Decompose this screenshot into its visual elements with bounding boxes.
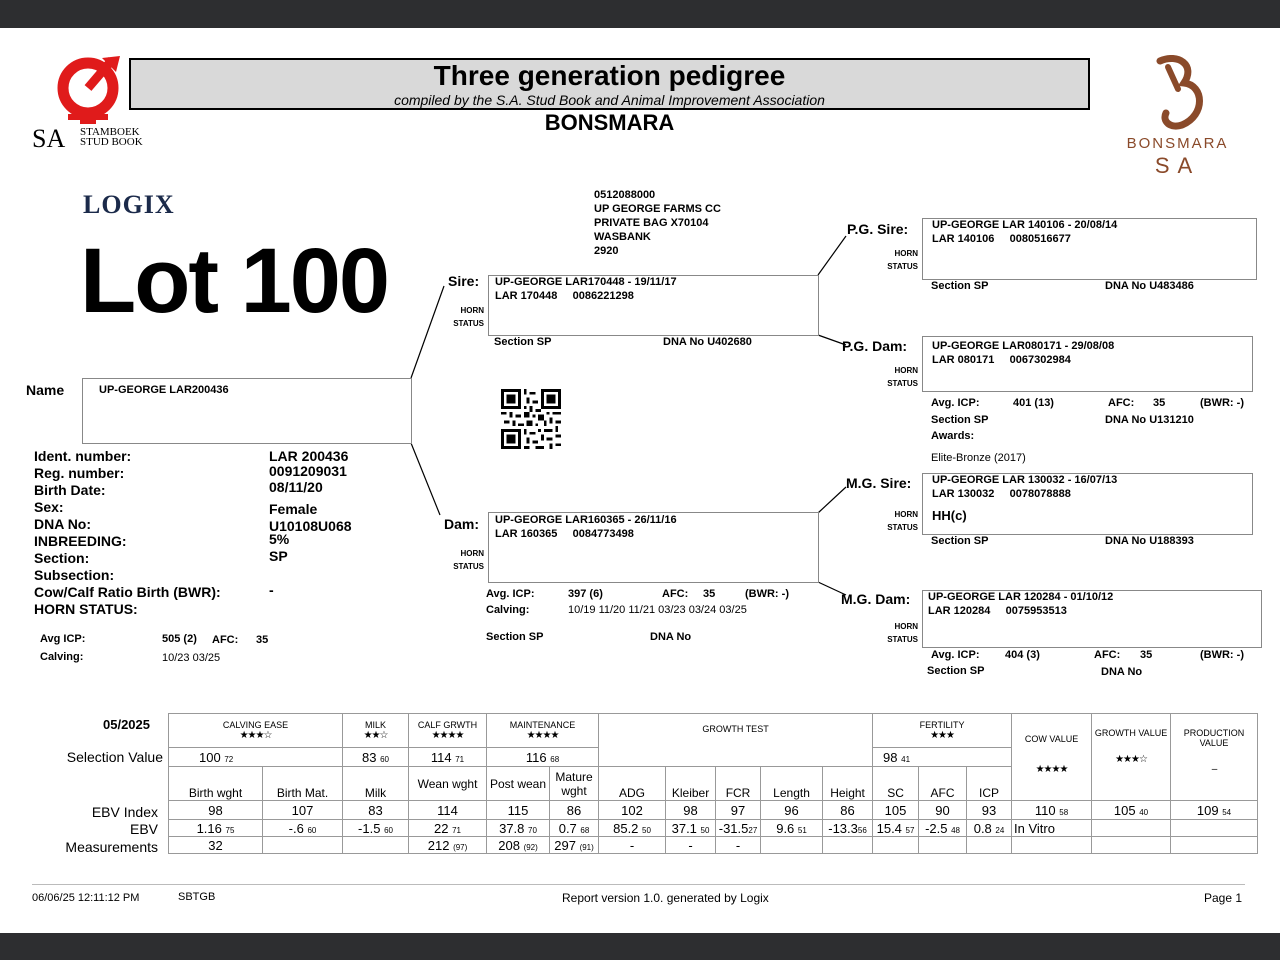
- detail-row: [34, 584, 384, 601]
- footer-user: SBTGB: [178, 891, 216, 903]
- index-cell: 115: [487, 801, 550, 820]
- star-rating-icon: ★★★★: [1035, 764, 1068, 775]
- measure-cell: [1171, 837, 1258, 854]
- measure-cell: [716, 837, 761, 854]
- ebv-note: In Vitro: [1012, 820, 1092, 837]
- detail-label: Cow/Calf Ratio Birth (BWR):: [34, 584, 221, 600]
- star-rating-icon: ★★★: [930, 730, 954, 741]
- index-value: 110: [1034, 802, 1056, 818]
- index-cell: 98: [666, 801, 716, 820]
- ebv-cell-empty: [1171, 820, 1258, 837]
- measure-value: -: [735, 837, 741, 853]
- detail-label: Birth Date:: [34, 482, 106, 498]
- dam-dna: DNA No: [650, 631, 692, 643]
- status-label: STATUS: [453, 319, 484, 328]
- sire-section: Section SP: [494, 336, 552, 348]
- ebv-cell: [716, 820, 761, 837]
- ebv-cell: [873, 820, 919, 837]
- ebv-value: 1.16: [196, 820, 222, 836]
- pg-dam-avg-icp-label: Avg. ICP:: [931, 397, 980, 409]
- selection-calf-growth: [409, 748, 487, 767]
- ebv-cell: [919, 820, 967, 837]
- ebv-value: -2.5: [925, 820, 948, 836]
- measure-cell: [967, 837, 1012, 854]
- name-label: Name: [26, 382, 65, 398]
- index-cell: 114: [409, 801, 487, 820]
- detail-label: Reg. number:: [34, 465, 125, 481]
- group-calving-ease: [169, 714, 343, 748]
- sire-dna: DNA No U402680: [663, 336, 752, 348]
- breed-text: BONSMARA: [544, 110, 675, 135]
- group-cow-value: [1012, 714, 1092, 801]
- mg-dam-afc-label: AFC:: [1094, 649, 1121, 661]
- accuracy: 58: [1059, 807, 1069, 817]
- measure-cell: [599, 837, 666, 854]
- status-label: STATUS: [887, 379, 918, 388]
- dam-line1: UP-GEORGE LAR160365 - 26/11/16: [495, 514, 677, 526]
- selection-calving-ease: [169, 748, 343, 767]
- star-rating-icon: ★★★★: [526, 730, 559, 741]
- measure-cell: [666, 837, 716, 854]
- ebv-value: 0.8: [973, 820, 992, 836]
- dam-box: [488, 512, 819, 583]
- detail-row: [34, 499, 384, 516]
- mg-sire-section: Section SP: [931, 535, 989, 547]
- group-label: MILK: [365, 720, 387, 730]
- pg-dam-afc: 35: [1153, 397, 1166, 409]
- mg-dam-afc: 35: [1140, 649, 1153, 661]
- mg-dam-label: M.G. Dam:: [841, 591, 911, 607]
- animal-afc: 35: [256, 634, 269, 646]
- accuracy: 50: [642, 825, 651, 835]
- ebv-cell: [263, 820, 343, 837]
- group-label: FERTILITY: [919, 720, 965, 730]
- detail-value: -: [269, 582, 274, 598]
- ebv-value: 37.1: [671, 820, 697, 836]
- measure-cell: [919, 837, 967, 854]
- status-label: STATUS: [887, 635, 918, 644]
- index-cell: 102: [599, 801, 666, 820]
- growth-value-index: [1092, 801, 1171, 820]
- pg-dam-dna: DNA No U131210: [1105, 414, 1194, 426]
- mg-sire-horn: HH(c): [932, 508, 967, 523]
- horn-label: HORN: [460, 549, 484, 558]
- dam-label: Dam:: [444, 516, 480, 532]
- mg-dam-avg-icp: 404 (3): [1005, 649, 1040, 661]
- footer-divider: [32, 884, 1245, 885]
- measure-value: 208: [498, 837, 520, 853]
- accuracy: 60: [384, 825, 393, 835]
- index-cell: 96: [761, 801, 823, 820]
- bonsmara-logo-line2: SA: [1154, 153, 1201, 178]
- ebv-cell-empty: [1092, 820, 1171, 837]
- sa-logo-letters: SA: [32, 124, 66, 153]
- group-label: COW VALUE: [1024, 734, 1079, 744]
- ebv-cell: [409, 820, 487, 837]
- horn-label: HORN: [894, 366, 918, 375]
- measure-count: (91): [579, 842, 594, 852]
- ebv-cell: [487, 820, 550, 837]
- detail-row: [34, 465, 384, 482]
- ebv-cell: [169, 820, 263, 837]
- detail-label: INBREEDING:: [34, 533, 127, 549]
- star-rating-icon: ★★★☆: [1115, 754, 1147, 765]
- animal-name-box: [82, 378, 412, 444]
- detail-label: Subsection:: [34, 567, 115, 583]
- accuracy: 48: [951, 825, 960, 835]
- pg-sire-horn-status: [880, 247, 918, 273]
- dam-afc: 35: [703, 588, 716, 600]
- index-cell: 93: [967, 801, 1012, 820]
- detail-row: [34, 516, 384, 533]
- pg-sire-line1: UP-GEORGE LAR 140106 - 20/08/14: [932, 219, 1118, 231]
- connector-line: [411, 443, 440, 515]
- dam-section: Section SP: [486, 631, 544, 643]
- measurements-label: Measurements: [65, 839, 158, 855]
- column-header: Wean wght: [409, 767, 487, 801]
- detail-row: [34, 479, 384, 499]
- accuracy: 57: [905, 825, 915, 835]
- column-header: ADG: [599, 767, 666, 801]
- cow-value-index: [1012, 801, 1092, 820]
- selection-value: 114: [430, 749, 452, 765]
- measure-cell: [873, 837, 919, 854]
- horn-label: HORN: [894, 249, 918, 258]
- dam-avg-icp: 397 (6): [568, 588, 603, 600]
- qr-code-icon: [500, 389, 562, 449]
- pg-dam-bwr: (BWR: -): [1200, 397, 1244, 409]
- status-label: STATUS: [887, 262, 918, 271]
- column-header: Kleiber: [666, 767, 716, 801]
- index-cell: 98: [169, 801, 263, 820]
- selection-fertility: [873, 748, 1012, 767]
- accuracy: 70: [528, 825, 537, 835]
- animal-avg-icp: 505 (2): [162, 633, 197, 645]
- production-value-stars: –: [1211, 764, 1217, 775]
- column-header: ICP: [967, 767, 1012, 801]
- ebv-value: 85.2: [613, 820, 639, 836]
- group-label: GROWTH TEST: [702, 724, 769, 734]
- mg-sire-dna: DNA No U188393: [1105, 535, 1194, 547]
- column-header: SC: [873, 767, 919, 801]
- accuracy: 54: [1222, 807, 1232, 817]
- ebv-row: [169, 820, 1258, 837]
- measure-cell: [823, 837, 873, 854]
- pg-sire-label: P.G. Sire:: [847, 221, 909, 237]
- animal-avg-icp-label: Avg ICP:: [40, 633, 86, 645]
- ebv-cell: [967, 820, 1012, 837]
- footer-datetime: 06/06/25 12:11:12 PM: [32, 892, 140, 904]
- star-rating-icon: ★★★☆: [239, 730, 272, 741]
- pg-sire-box: [922, 218, 1257, 280]
- status-label: STATUS: [453, 562, 484, 571]
- pg-dam-line1: UP-GEORGE LAR080171 - 29/08/08: [932, 340, 1115, 352]
- ebv-cell: [823, 820, 873, 837]
- detail-value: Female: [269, 501, 318, 517]
- index-value: 105: [1113, 802, 1136, 818]
- sa-logo-line1: STAMBOEK: [80, 126, 140, 138]
- ebv-value: 37.8: [499, 820, 525, 836]
- status-label: STATUS: [887, 523, 918, 532]
- pg-dam-box: [922, 336, 1253, 392]
- detail-label: Ident. number:: [34, 448, 132, 464]
- ebv-value: 22: [434, 820, 449, 836]
- accuracy: 68: [580, 825, 590, 835]
- mg-dam-horn-status: [880, 620, 918, 646]
- accuracy: 40: [1139, 807, 1149, 817]
- group-label: PRODUCTION VALUE: [1183, 728, 1245, 748]
- detail-value: 08/11/20: [269, 479, 323, 495]
- pg-dam-line2: LAR 080171 0067302984: [932, 354, 1071, 366]
- selection-milk: [343, 748, 409, 767]
- group-label: CALVING EASE: [222, 720, 289, 730]
- sire-label: Sire:: [448, 273, 480, 289]
- index-cell: 97: [716, 801, 761, 820]
- sire-horn-status: [448, 304, 484, 330]
- pg-sire-section: Section SP: [931, 280, 989, 292]
- column-header: Birth Mat.: [263, 767, 343, 801]
- accuracy: 27: [748, 825, 758, 835]
- pg-dam-award: Elite-Bronze (2017): [931, 452, 1026, 464]
- measure-cell: [1092, 837, 1171, 854]
- production-value-index: [1171, 801, 1258, 820]
- ebv-value: -13.3: [828, 820, 858, 836]
- column-header: Birth wght: [169, 767, 263, 801]
- mg-sire-line2: LAR 130032 0078078888: [932, 488, 1071, 500]
- ebv-index-row: [169, 801, 1258, 820]
- star-rating-icon: ★★☆: [363, 730, 388, 741]
- accuracy: 71: [452, 825, 462, 835]
- connector-line: [818, 487, 846, 513]
- ebv-cell: [761, 820, 823, 837]
- selection-value: 116: [525, 749, 547, 765]
- column-header: Length: [761, 767, 823, 801]
- index-cell: 83: [343, 801, 409, 820]
- measure-value: 297: [554, 837, 576, 853]
- accuracy: 41: [901, 754, 911, 764]
- mg-sire-horn-status: [880, 508, 918, 534]
- selection-maintenance: [487, 748, 599, 767]
- horn-label: HORN: [894, 622, 918, 631]
- ebv-cell: [550, 820, 599, 837]
- measurements-row: [169, 837, 1258, 854]
- dam-horn-status: [448, 547, 484, 573]
- group-production-value: [1171, 714, 1258, 801]
- detail-label: Section:: [34, 550, 90, 566]
- breeder-line: UP GEORGE FARMS CC: [594, 203, 721, 215]
- measure-value: -: [688, 837, 693, 853]
- bonsmara-logo-line1: BONSMARA: [1126, 135, 1229, 152]
- index-cell: 86: [550, 801, 599, 820]
- mg-dam-section: Section SP: [927, 665, 985, 677]
- detail-value: 5%: [269, 531, 290, 547]
- animal-afc-label: AFC:: [212, 634, 239, 646]
- index-cell: 105: [873, 801, 919, 820]
- animal-calving-label: Calving:: [40, 651, 84, 663]
- column-header: Post wean: [487, 767, 550, 801]
- selection-value-label: Selection Value: [66, 749, 163, 765]
- ebv-date: 05/2025: [103, 717, 150, 732]
- sire-line1: UP-GEORGE LAR170448 - 19/11/17: [495, 276, 677, 288]
- dam-bwr: (BWR: -): [745, 588, 789, 600]
- ebv-cell: [666, 820, 716, 837]
- measure-count: (92): [523, 842, 538, 852]
- ebv-cell: [343, 820, 409, 837]
- group-maintenance: [487, 714, 599, 748]
- ebv-index-label: EBV Index: [91, 804, 158, 820]
- measure-cell: [487, 837, 550, 854]
- ebv-value: -1.5: [358, 820, 381, 836]
- lot-number: Lot 100: [80, 230, 389, 332]
- measure-value: 32: [208, 837, 223, 853]
- group-growth-value: [1092, 714, 1171, 801]
- measure-cell: [169, 837, 263, 854]
- ebv-value: -.6: [288, 820, 304, 836]
- pg-dam-horn-status: [880, 364, 918, 390]
- column-header: AFC: [919, 767, 967, 801]
- animal-name: UP-GEORGE LAR200436: [99, 384, 229, 396]
- measure-cell: [550, 837, 599, 854]
- footer-page: Page 1: [1204, 891, 1243, 905]
- animal-calving: 10/23 03/25: [162, 652, 221, 664]
- mg-dam-box: [922, 590, 1262, 648]
- ebv-table: [168, 713, 1258, 854]
- detail-value: SP: [269, 548, 288, 564]
- accuracy: 75: [225, 825, 235, 835]
- connector-line: [411, 286, 444, 378]
- footer-report: Report version 1.0. generated by Logix: [562, 891, 769, 905]
- connector-line: [818, 236, 846, 275]
- ebv-value: 0.7: [558, 820, 577, 836]
- mg-sire-line1: UP-GEORGE LAR 130032 - 16/07/13: [932, 474, 1118, 486]
- measure-cell: [1012, 837, 1092, 854]
- accuracy: 72: [224, 754, 234, 764]
- sa-logo-line2: STUD BOOK: [80, 136, 143, 148]
- measure-cell: [761, 837, 823, 854]
- measure-value: 212: [427, 837, 450, 853]
- accuracy: 60: [380, 754, 390, 764]
- detail-value: 0091209031: [269, 463, 347, 479]
- group-label: CALF GRWTH: [417, 720, 478, 730]
- dam-calving-label: Calving:: [486, 604, 530, 616]
- pg-dam-awards-label: Awards:: [931, 430, 975, 442]
- group-header-row: [169, 714, 1258, 748]
- mg-dam-avg-icp-label: Avg. ICP:: [931, 649, 980, 661]
- detail-row: [34, 533, 384, 550]
- pg-dam-afc-label: AFC:: [1108, 397, 1135, 409]
- measure-cell: [263, 837, 343, 854]
- pg-dam-section: Section SP: [931, 414, 989, 426]
- group-calf-growth: [409, 714, 487, 748]
- accuracy: 71: [455, 754, 465, 764]
- pg-dam-avg-icp: 401 (13): [1013, 397, 1054, 409]
- dam-calving: 10/19 11/20 11/21 03/23 03/24 03/25: [568, 604, 747, 616]
- measure-value: -: [629, 837, 635, 853]
- column-header: Milk: [343, 767, 409, 801]
- accuracy: 51: [797, 825, 807, 835]
- group-growth-test: [599, 714, 873, 767]
- page-title: Three generation pedigree: [433, 60, 786, 91]
- ebv-value: 9.6: [776, 820, 795, 836]
- detail-value: LAR 200436: [269, 448, 349, 464]
- detail-label: Sex:: [34, 499, 64, 515]
- horn-label: HORN: [460, 306, 484, 315]
- selection-value: 83: [362, 749, 377, 765]
- horn-label: HORN: [894, 510, 918, 519]
- dam-avg-icp-label: Avg. ICP:: [486, 588, 535, 600]
- selection-value: 98: [883, 749, 898, 765]
- mg-sire-box: [922, 473, 1253, 535]
- measure-cell: [343, 837, 409, 854]
- mg-dam-line2: LAR 120284 0075953513: [928, 605, 1067, 617]
- star-rating-icon: ★★★★: [431, 730, 464, 741]
- dam-afc-label: AFC:: [662, 588, 689, 600]
- index-cell: 86: [823, 801, 873, 820]
- breeder-line: 2920: [594, 245, 619, 257]
- column-header: Mature wght: [550, 767, 599, 801]
- dam-line2: LAR 160365 0084773498: [495, 528, 634, 540]
- accuracy: 24: [995, 825, 1005, 835]
- page-subtitle: compiled by the S.A. Stud Book and Animal Improvement Association: [394, 92, 825, 108]
- pg-dam-label: P.G. Dam:: [842, 338, 908, 354]
- accuracy: 60: [307, 825, 317, 835]
- accuracy: 50: [700, 825, 710, 835]
- column-header: Height: [823, 767, 873, 801]
- group-milk: [343, 714, 409, 748]
- ebv-value: -31.5: [718, 820, 749, 836]
- detail-row: [34, 601, 384, 618]
- detail-row: [34, 567, 384, 584]
- pg-sire-dna: DNA No U483486: [1105, 280, 1194, 292]
- index-cell: 90: [919, 801, 967, 820]
- logix-logo: LOGIX: [83, 190, 175, 219]
- selection-value: 100: [199, 749, 221, 765]
- index-cell: 107: [263, 801, 343, 820]
- group-label: GROWTH VALUE: [1094, 728, 1168, 738]
- animal-details: [34, 448, 384, 618]
- ebv-cell: [599, 820, 666, 837]
- mg-dam-dna: DNA No: [1101, 666, 1143, 678]
- accuracy: 68: [550, 754, 560, 764]
- measure-cell: [409, 837, 487, 854]
- detail-label: HORN STATUS:: [34, 601, 138, 617]
- accuracy: 56: [857, 825, 867, 835]
- group-fertility: [873, 714, 1012, 748]
- measure-count: (97): [453, 842, 468, 852]
- ebv-label: EBV: [129, 821, 158, 837]
- index-value: 109: [1196, 802, 1219, 818]
- detail-value: U10108U068: [269, 518, 352, 534]
- pg-sire-line2: LAR 140106 0080516677: [932, 233, 1071, 245]
- group-label: MAINTENANCE: [509, 720, 576, 730]
- detail-label: DNA No:: [34, 516, 92, 532]
- sire-box: [488, 275, 819, 336]
- breeder-line: WASBANK: [594, 231, 651, 243]
- breeder-line: 0512088000: [594, 189, 656, 201]
- mg-dam-bwr: (BWR: -): [1200, 649, 1244, 661]
- mg-sire-label: M.G. Sire:: [846, 475, 912, 491]
- detail-row: [34, 550, 384, 567]
- breeder-line: PRIVATE BAG X70104: [594, 217, 709, 229]
- ebv-value: 15.4: [876, 820, 902, 836]
- sire-line2: LAR 170448 0086221298: [495, 290, 634, 302]
- mg-dam-line1: UP-GEORGE LAR 120284 - 01/10/12: [928, 591, 1114, 603]
- column-header: FCR: [716, 767, 761, 801]
